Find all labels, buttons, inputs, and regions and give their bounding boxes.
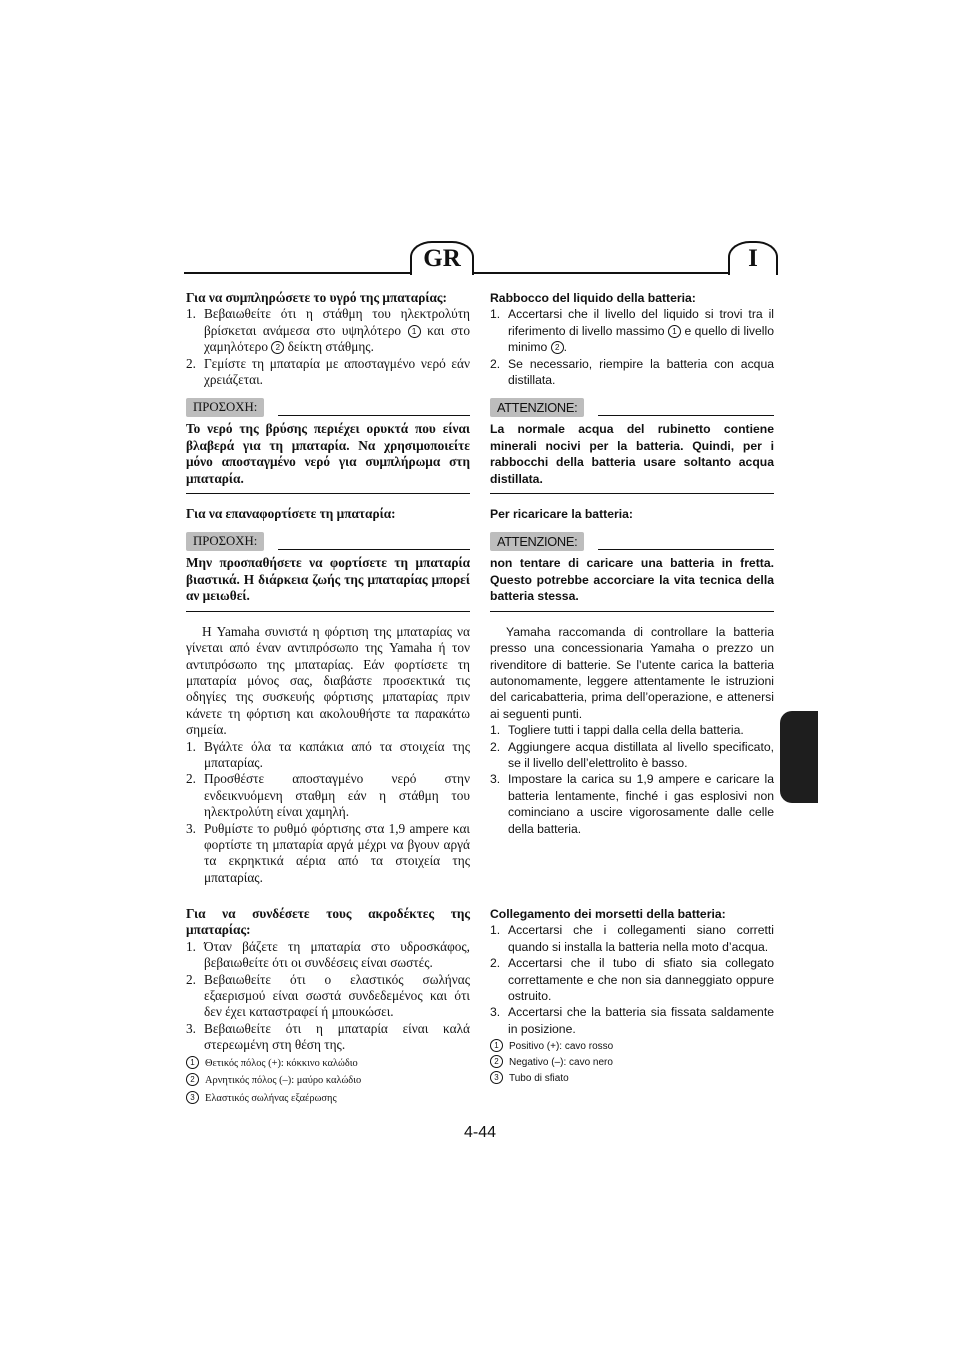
caution-header	[490, 398, 774, 417]
list-item: 3. Accertarsi che la batteria sia fissata saldamente in posizione.	[490, 1005, 774, 1036]
list-item: 2. Se necessario, riempire la batteria con acqua distillata.	[490, 356, 774, 388]
callout-marker: 2	[551, 341, 564, 354]
caution-text: non tentare di caricare una batteria in fretta. Questo potrebbe accorciare la vita tecnica della batteria stessa.	[490, 555, 774, 611]
language-badge-gr: GR	[410, 241, 474, 275]
legend-item: 3 Ελαστικός σωλήνας εξαέρωσης	[186, 1091, 470, 1107]
list-item: 2. Προσθέστε αποσταγμένο νερό στην ενδεικνυόμενη σταθμη εάν η στάθμη του ηλεκτρολύτη είναι χαμηλή.	[186, 771, 470, 820]
callout-marker: 2	[186, 1073, 199, 1086]
section-heading: Για να επαναφορτίσετε τη μπαταρία:	[186, 506, 396, 522]
list-item: 1. Βγάλτε όλα τα καπάκια από τα στοιχεία της μπαταρίας.	[186, 738, 470, 770]
callout-marker: 1	[186, 1056, 199, 1069]
callout-marker: 1	[408, 325, 421, 338]
list-item: 1. Togliere tutti i tappi dalla cella della batteria.	[490, 723, 744, 738]
legend-item: 1 Θετικός πόλος (+): κόκκινο καλώδιο	[186, 1056, 470, 1072]
caution-text: La normale acqua del rubinetto contiene minerali nocivi per la batteria. Quindi, per i rabbocchi della batteria usare soltanto acqua distillata.	[490, 421, 774, 494]
callout-marker: 2	[490, 1055, 503, 1068]
italian-bottom-column	[490, 906, 774, 1085]
body-paragraph: Yamaha raccomanda di controllare la batteria presso una concessionaria Yamaha o prezzo un rivenditore di batterie. Se l’utente carica la batteria autonomamente, leggere attentamente le istruzioni del caricabatteria, prima dell’operazione, e attenersi ai seguenti punti.	[490, 624, 774, 721]
callout-marker: 1	[490, 1039, 503, 1052]
caution-label: ATTENZIONE:	[490, 398, 584, 417]
list-item: 2. Βεβαιωθείτε ότι ο ελαστικός σωλήνας εξαερισμού είναι σωστά συνδεδεμένος και ότι δεν έχει καταστραφεί ή μπουκώσει.	[186, 971, 470, 1020]
section-heading: Rabbocco del liquido della batteria:	[490, 291, 696, 305]
section-heading: Για να συμπληρώσετε το υγρό της μπαταρίας:	[186, 290, 447, 305]
callout-marker: 3	[490, 1071, 503, 1084]
list-item: 1. Βεβαιωθείτε ότι η στάθμη του ηλεκτρολύτη βρίσκεται ανάμεσα στο υψηλότερο 1 και στο χαμηλότερο 2 δείκτη στάθμης.	[186, 306, 471, 355]
caution-label: ATTENZIONE:	[490, 532, 584, 551]
caution-header	[186, 532, 470, 551]
list-item: 3. Impostare la carica su 1,9 ampere e caricare la batteria lentamente, finché i gas esplosivi non cominciano a uscire vigorosamente dalle celle della batteria.	[490, 772, 774, 836]
list-item: 2. Aggiungere acqua distillata al livello specificato, se il livello dell’elettrolito è basso.	[490, 739, 774, 770]
callout-marker: 2	[271, 341, 284, 354]
header-rule	[184, 272, 776, 274]
callout-marker: 1	[668, 325, 681, 338]
page-number: 4-44	[463, 1124, 497, 1141]
section-heading: Per ricaricare la batteria:	[490, 507, 633, 522]
caution-text: Το νερό της βρύσης περιέχει ορυκτά που είναι βλαβερά για τη μπαταρία. Να χρησιμοποιείτε μόνο αποσταγμένο νερό για συμπλήρωμα στη μπαταρία.	[186, 421, 470, 494]
caution-label: ΠΡΟΣΟΧΗ:	[186, 398, 264, 417]
list-item: 1. Accertarsi che il livello del liquido si trovi tra il riferimento di livello massimo 1 e quello di livello minimo 2 .	[490, 307, 774, 355]
greek-top-column	[186, 290, 470, 886]
list-item: 1. Όταν βάζετε τη μπαταρία στο υδροσκάφος, βεβαιωθείτε ότι οι συνδέσεις είναι σωστές.	[186, 938, 470, 971]
legend-item: 2 Αρνητικός πόλος (–): μαύρο καλώδιο	[186, 1073, 470, 1089]
callout-marker: 3	[186, 1091, 199, 1104]
legend-item: 2 Negativo (–): cavo nero	[490, 1055, 774, 1069]
section-heading: Collegamento dei morsetti della batteria:	[490, 907, 726, 921]
section-tab-marker	[780, 711, 818, 803]
list-item: 3. Ρυθμίστε το ρυθμό φόρτισης στα 1,9 ampere και φορτίστε τη μπαταρία αργά μέχρι να βγουν αργά τα εκρηκτικά αέρια από τα στοιχεία της μπαταρίας.	[186, 820, 470, 885]
list-item: 1. Accertarsi che i collegamenti siano corretti quando si installa la batteria nella moto d’acqua.	[490, 923, 774, 954]
legend-item: 1 Positivo (+): cavo rosso	[490, 1039, 774, 1053]
language-badge-i: I	[728, 241, 778, 275]
caution-text: Μην προσπαθήσετε να φορτίσετε τη μπαταρία βιαστικά. Η διάρκεια ζωής της μπαταρίας μπορεί αν μειωθεί.	[186, 555, 470, 611]
list-item: 2. Γεμίστε τη μπαταρία με αποσταγμένο νερό εάν χρειάζεται.	[186, 355, 470, 388]
caution-header	[490, 532, 774, 551]
list-item: 2. Accertarsi che il tubo di sfiato sia collegato correttamente e che non sia danneggiato oppure ostruito.	[490, 956, 774, 1004]
legend-item: 3 Tubo di sfiato	[490, 1071, 774, 1085]
caution-header	[186, 398, 470, 417]
greek-bottom-column	[186, 906, 470, 1106]
caution-label: ΠΡΟΣΟΧΗ:	[186, 532, 264, 551]
section-heading: Για να συνδέσετε τους ακροδέκτες της μπαταρίας:	[186, 906, 470, 938]
italian-top-column	[490, 290, 774, 837]
body-paragraph: Η Yamaha συνιστά η φόρτιση της μπαταρίας να γίνεται από έναν αντιπρόσωπο της Yamaha ή τον αντιπρόσωπο της μπαταρίας. Εάν φορτίσετε τη μπαταρία μόνος σας, διαβάστε προσεκτικά τις οδηγίες της συσκευής φόρτισης μπαταρίας πριν κάνετε τη φόρτιση και ακολουθήστε τα παρακάτω σημεία.	[186, 623, 470, 738]
list-item: 3. Βεβαιωθείτε ότι η μπαταρία είναι καλά στερεωμένη στη θέση της.	[186, 1020, 470, 1053]
